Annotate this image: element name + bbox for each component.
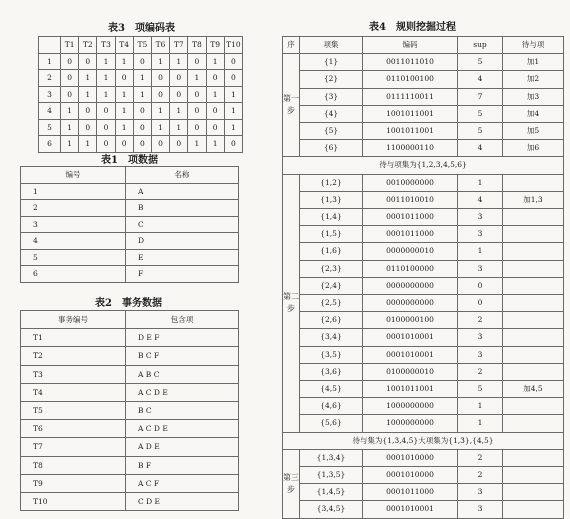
table-cell: {2,6} — [300, 312, 363, 329]
table-cell: {4,5} — [300, 381, 363, 398]
header-cell: 包含项 — [126, 311, 239, 329]
table-cell: 1 — [458, 174, 503, 191]
table-cell — [503, 415, 564, 432]
table-row — [283, 209, 564, 226]
step3-body — [283, 449, 564, 518]
table-cell: 0 — [133, 136, 151, 153]
table-cell: 0100000010 — [363, 363, 458, 380]
table-row — [283, 381, 564, 398]
table-header-row — [283, 37, 564, 54]
table-cell — [503, 295, 564, 312]
table-row — [21, 365, 239, 383]
table-cell: {2} — [300, 71, 363, 88]
table-cell: 0 — [79, 103, 97, 120]
table-row — [283, 277, 564, 294]
table-cell: T1 — [21, 329, 126, 347]
table-cell: D — [126, 233, 239, 250]
table-cell: 1 — [458, 243, 503, 260]
table-cell: 1 — [79, 70, 97, 87]
table-cell — [503, 449, 564, 466]
table-cell — [503, 346, 564, 363]
table-cell: T7 — [21, 438, 126, 456]
table-cell: B — [126, 200, 239, 217]
table-cell: 0 — [97, 103, 115, 120]
table-cell: {1,5} — [300, 226, 363, 243]
table-cell: 0001010000 — [363, 449, 458, 466]
table1-title: 表1 项数据 — [101, 155, 158, 166]
table-cell: 5 — [458, 381, 503, 398]
table-cell: 1 — [151, 53, 169, 70]
table-cell: 0000000000 — [363, 277, 458, 294]
table-cell: 6 — [21, 266, 126, 283]
table-cell: 4 — [21, 233, 126, 250]
table-cell: 3 — [458, 346, 503, 363]
table-cell — [503, 467, 564, 484]
table-row — [283, 174, 564, 191]
table-cell: B C F — [126, 347, 239, 365]
table-cell: 0 — [170, 70, 188, 87]
table-cell: T6 — [21, 420, 126, 438]
table-cell: 1 — [458, 398, 503, 415]
step-label: 第一步 — [283, 54, 300, 157]
table-cell: 1 — [224, 103, 242, 120]
table-cell: {3} — [300, 88, 363, 105]
table-cell: 0 — [97, 119, 115, 136]
table-cell: 加5 — [503, 123, 564, 140]
table-cell: 0001011000 — [363, 209, 458, 226]
table-row — [21, 183, 239, 200]
table-cell: 4 — [458, 191, 503, 208]
table2-title: 表2 事务数据 — [95, 298, 162, 309]
table-cell: 3 — [458, 260, 503, 277]
table-row — [283, 105, 564, 122]
table-cell: 0001011000 — [363, 226, 458, 243]
table-cell: 0000000000 — [363, 295, 458, 312]
table-row — [21, 216, 239, 233]
table-cell: 1 — [133, 86, 151, 103]
table-cell: 1 — [79, 136, 97, 153]
table-cell: T3 — [21, 365, 126, 383]
table-cell: {1,2} — [300, 174, 363, 191]
transaction-data-table — [20, 310, 239, 511]
table-cell: 6 — [39, 136, 61, 153]
table-cell: 1 — [188, 136, 206, 153]
table-cell: 加4,5 — [503, 381, 564, 398]
section-row — [283, 432, 564, 449]
table-cell: 加2 — [503, 71, 564, 88]
table-cell: {5,6} — [300, 415, 363, 432]
table-cell: 1 — [224, 119, 242, 136]
table-cell: 1 — [115, 103, 133, 120]
table-cell: 1 — [151, 103, 169, 120]
table-cell — [503, 260, 564, 277]
table-cell: 4 — [39, 103, 61, 120]
table-cell: 0 — [115, 136, 133, 153]
table-cell: 1 — [61, 119, 79, 136]
table-cell: 0 — [151, 136, 169, 153]
table-row — [283, 501, 564, 518]
table-cell: 4 — [458, 71, 503, 88]
table-row — [21, 438, 239, 456]
table-cell: 0 — [79, 53, 97, 70]
table-cell: 0001010001 — [363, 329, 458, 346]
table-row — [283, 191, 564, 208]
table-cell: 0 — [97, 136, 115, 153]
table-cell: 2 — [458, 312, 503, 329]
table-row — [21, 266, 239, 283]
table-cell: 0011010010 — [363, 191, 458, 208]
table-cell: {1,3,5} — [300, 467, 363, 484]
table-cell: 0 — [188, 86, 206, 103]
table-cell: 3 — [458, 329, 503, 346]
table-cell: T4 — [21, 383, 126, 401]
table-cell: 0 — [188, 119, 206, 136]
table-cell: 3 — [458, 484, 503, 501]
table-row — [21, 420, 239, 438]
table-cell: 2 — [458, 467, 503, 484]
table-cell: 加3 — [503, 88, 564, 105]
table-cell: 0 — [206, 70, 224, 87]
table-cell: 1 — [170, 103, 188, 120]
table-cell: 1 — [79, 86, 97, 103]
header-cell: T2 — [79, 37, 97, 54]
header-cell: 编号 — [21, 167, 126, 184]
table-row — [283, 140, 564, 157]
table-row — [21, 493, 239, 511]
header-cell: T1 — [61, 37, 79, 54]
table-cell: 0110100000 — [363, 260, 458, 277]
table-cell: 0 — [133, 119, 151, 136]
table-cell: 0 — [458, 277, 503, 294]
table-row — [39, 70, 243, 87]
table-row — [283, 363, 564, 380]
table-row — [283, 243, 564, 260]
table-cell: 1 — [170, 53, 188, 70]
table-cell: 0 — [133, 53, 151, 70]
table-cell — [503, 312, 564, 329]
step1-body — [283, 54, 564, 157]
table-cell — [503, 398, 564, 415]
table-cell — [503, 277, 564, 294]
table-cell: 0 — [170, 86, 188, 103]
header-cell: T8 — [188, 37, 206, 54]
item-encoding-table — [38, 36, 243, 153]
table-cell: 2 — [458, 363, 503, 380]
table-row — [21, 249, 239, 266]
table-row — [21, 233, 239, 250]
table-cell: C — [126, 216, 239, 233]
table-row — [283, 346, 564, 363]
table-cell: A B C — [126, 365, 239, 383]
table-cell: 1001011001 — [363, 105, 458, 122]
table-row — [39, 53, 243, 70]
table-cell: {5} — [300, 123, 363, 140]
table-cell: 加4 — [503, 105, 564, 122]
section-note: 待与集为{1,3,4,5}大项集为{1,3},{4,5} — [283, 432, 564, 449]
header-cell — [39, 37, 61, 54]
table-row — [283, 226, 564, 243]
table-cell: 加1,3 — [503, 191, 564, 208]
table-cell: D E F — [126, 329, 239, 347]
table-row — [21, 329, 239, 347]
table-cell: {2,3} — [300, 260, 363, 277]
table-cell: 0 — [188, 103, 206, 120]
table-row — [283, 329, 564, 346]
table-cell: {3,4} — [300, 329, 363, 346]
table-cell: C D E — [126, 493, 239, 511]
step-label: 第二步 — [283, 174, 300, 432]
table-cell: {3,5} — [300, 346, 363, 363]
table-cell: {1,4} — [300, 209, 363, 226]
header-cell: 待与项 — [503, 37, 564, 54]
table-cell: 3 — [458, 226, 503, 243]
table-cell: 0011011010 — [363, 54, 458, 71]
table-row — [21, 347, 239, 365]
table-cell: 1 — [151, 119, 169, 136]
table-cell: 1001011001 — [363, 381, 458, 398]
rule-mining-table — [282, 36, 564, 519]
table-cell: 1 — [170, 119, 188, 136]
table-cell: {2,5} — [300, 295, 363, 312]
header-cell: 序 — [283, 37, 300, 54]
table-row — [283, 260, 564, 277]
table-cell: 0001010000 — [363, 467, 458, 484]
table-cell: 1 — [458, 415, 503, 432]
table-cell: 0001010001 — [363, 346, 458, 363]
table-cell: 2 — [458, 449, 503, 466]
table-cell — [503, 363, 564, 380]
table-cell: A C D E — [126, 420, 239, 438]
table-cell: F — [126, 266, 239, 283]
table-cell: A C F — [126, 474, 239, 492]
table-cell: 加6 — [503, 140, 564, 157]
table-cell: 1000000000 — [363, 398, 458, 415]
table-cell: 1 — [39, 53, 61, 70]
table-cell: 1 — [115, 119, 133, 136]
table-cell: {6} — [300, 140, 363, 157]
table-header-row — [21, 167, 239, 184]
table-cell: 0010000000 — [363, 174, 458, 191]
table-cell: 4 — [458, 140, 503, 157]
header-cell: T7 — [170, 37, 188, 54]
table-cell — [503, 209, 564, 226]
table3-title: 表3 项编码表 — [108, 23, 175, 34]
table-cell: {1,6} — [300, 243, 363, 260]
table-cell — [503, 329, 564, 346]
table-cell: 5 — [458, 54, 503, 71]
table-cell: {3,4,5} — [300, 501, 363, 518]
table2-body — [21, 329, 239, 511]
table-cell: 1 — [224, 86, 242, 103]
table-cell: 0 — [133, 103, 151, 120]
table-cell: T2 — [21, 347, 126, 365]
table-cell: 0 — [61, 70, 79, 87]
table-cell: T5 — [21, 402, 126, 420]
table-cell: {1,3} — [300, 191, 363, 208]
table1-body — [21, 183, 239, 282]
table-cell: 0 — [61, 53, 79, 70]
table-cell: 0 — [224, 53, 242, 70]
table-cell: 5 — [458, 105, 503, 122]
table-cell: 3 — [21, 216, 126, 233]
table-cell: 0111110011 — [363, 88, 458, 105]
table-row — [283, 295, 564, 312]
table-header-row — [39, 37, 243, 54]
table-cell: T9 — [21, 474, 126, 492]
table4-title: 表4 规则挖掘过程 — [369, 22, 456, 33]
table-row — [283, 71, 564, 88]
table-row — [283, 88, 564, 105]
table-cell — [503, 174, 564, 191]
table-cell: B F — [126, 456, 239, 474]
header-cell: T4 — [115, 37, 133, 54]
table-row — [283, 484, 564, 501]
table-cell: {1,3,4} — [300, 449, 363, 466]
table-header-row — [21, 311, 239, 329]
table-cell: A D E — [126, 438, 239, 456]
table-cell: 2 — [21, 200, 126, 217]
table-cell: {1,4,5} — [300, 484, 363, 501]
table-cell — [503, 484, 564, 501]
header-cell: sup — [458, 37, 503, 54]
table-row — [21, 383, 239, 401]
table-cell: T10 — [21, 493, 126, 511]
table-row — [39, 136, 243, 153]
table-cell: 0 — [79, 119, 97, 136]
table-cell: 1 — [188, 70, 206, 87]
section-row — [283, 157, 564, 174]
table-row — [21, 402, 239, 420]
table-cell: 0110100100 — [363, 71, 458, 88]
table-cell: 5 — [39, 119, 61, 136]
table-cell: 0 — [170, 136, 188, 153]
table-cell: 1 — [97, 70, 115, 87]
table-cell: 0 — [151, 86, 169, 103]
table-cell: 1001011001 — [363, 123, 458, 140]
table-cell: 0100000100 — [363, 312, 458, 329]
table-cell: 0001010001 — [363, 501, 458, 518]
table-cell: 0 — [206, 103, 224, 120]
table-row — [283, 449, 564, 466]
header-cell: T5 — [133, 37, 151, 54]
table-cell: {3,6} — [300, 363, 363, 380]
table-row — [39, 103, 243, 120]
table-row — [283, 54, 564, 71]
table-cell: 5 — [458, 123, 503, 140]
table-row — [39, 119, 243, 136]
table-cell: {1} — [300, 54, 363, 71]
table-cell: 1 — [206, 53, 224, 70]
header-cell: T6 — [151, 37, 169, 54]
table-cell: 1000000000 — [363, 415, 458, 432]
table-cell: 0 — [458, 295, 503, 312]
table-cell: 0 — [115, 70, 133, 87]
header-cell: 事务编号 — [21, 311, 126, 329]
table-cell: 1 — [133, 70, 151, 87]
table-cell: 0 — [224, 136, 242, 153]
header-cell: 名称 — [126, 167, 239, 184]
table-row — [283, 312, 564, 329]
table-cell: 0000000010 — [363, 243, 458, 260]
table-cell: 1100000110 — [363, 140, 458, 157]
table-cell: 1 — [115, 53, 133, 70]
table-cell: T8 — [21, 456, 126, 474]
header-cell: 编码 — [363, 37, 458, 54]
table-cell: 1 — [115, 86, 133, 103]
table-row — [283, 123, 564, 140]
table-cell: 1 — [61, 103, 79, 120]
table-cell: E — [126, 249, 239, 266]
header-cell: T3 — [97, 37, 115, 54]
table-cell: 0 — [151, 70, 169, 87]
table-cell: 2 — [39, 70, 61, 87]
step2-body — [283, 174, 564, 432]
table-cell — [503, 226, 564, 243]
table-cell: 3 — [39, 86, 61, 103]
section-note: 待与项集为{1,2,3,4,5,6} — [283, 157, 564, 174]
table-cell: {4} — [300, 105, 363, 122]
table3-body — [39, 53, 243, 152]
item-data-table — [20, 166, 239, 283]
table-row — [283, 415, 564, 432]
table-row — [21, 200, 239, 217]
table-cell: 0 — [188, 53, 206, 70]
table-row — [39, 86, 243, 103]
table-cell: 1 — [21, 183, 126, 200]
table-cell: 1 — [206, 136, 224, 153]
table-cell: 1 — [206, 86, 224, 103]
table-cell: 7 — [458, 88, 503, 105]
table-cell: {4,6} — [300, 398, 363, 415]
table-cell: 1 — [97, 86, 115, 103]
table-cell — [503, 501, 564, 518]
table-cell: 0 — [224, 70, 242, 87]
table-cell: A C D E — [126, 383, 239, 401]
header-cell: T10 — [224, 37, 242, 54]
table-cell: 3 — [458, 209, 503, 226]
step-label: 第三步 — [283, 449, 300, 518]
header-cell: T9 — [206, 37, 224, 54]
table-cell: 1 — [97, 53, 115, 70]
table-cell: 1 — [61, 136, 79, 153]
table-cell: 0001011000 — [363, 484, 458, 501]
table-cell: {2,4} — [300, 277, 363, 294]
table-row — [283, 467, 564, 484]
table-cell: 加1 — [503, 54, 564, 71]
table-cell: 3 — [458, 501, 503, 518]
table-row — [21, 456, 239, 474]
table-cell: 5 — [21, 249, 126, 266]
table-cell: B C — [126, 402, 239, 420]
table-cell: 0 — [61, 86, 79, 103]
table-cell: 0 — [206, 119, 224, 136]
header-cell: 项集 — [300, 37, 363, 54]
table-cell: A — [126, 183, 239, 200]
table-row — [21, 474, 239, 492]
table-cell — [503, 243, 564, 260]
table-row — [283, 398, 564, 415]
